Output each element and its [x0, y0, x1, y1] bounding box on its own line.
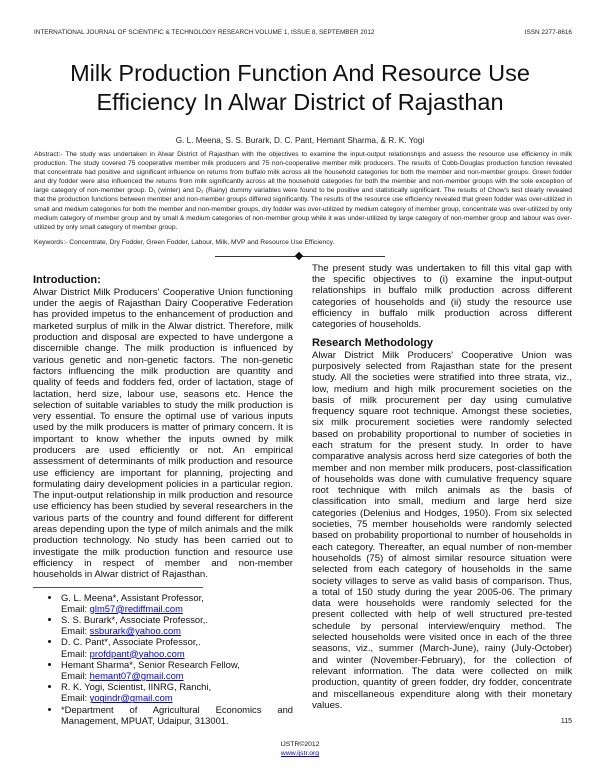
left-column	[33, 263, 293, 726]
title-line: Milk Production Function And Resource Use	[70, 60, 530, 86]
email-label: Email:	[61, 692, 88, 704]
email-label: Email:	[61, 625, 88, 637]
authors: G. L. Meena, S. S. Burark, D. C. Pant, Hemant Sharma, & R. K. Yogi	[175, 136, 425, 145]
paper-title	[0, 59, 600, 117]
affiliation-line: R. K. Yogi, Scientist, IINRG, Ranchi,	[61, 681, 212, 693]
email-link[interactable]: profdpant@yahoo.com	[89, 647, 185, 659]
author-affiliations	[33, 592, 293, 726]
affiliation-item	[61, 659, 293, 681]
affiliation-item	[61, 681, 293, 703]
intro-heading: Introduction:	[33, 273, 101, 286]
email-link[interactable]: glm57@rediffmail.com	[89, 602, 183, 614]
affiliation-line: S. S. Burark*, Associate Professor,.	[61, 613, 208, 625]
journal-name: INTERNATIONAL JOURNAL OF SCIENTIFIC & TECHNOLOGY RESEARCH VOLUME 1, ISSUE 8, SEPTEMBER 2012	[34, 29, 375, 36]
email-link[interactable]: hemant07@gmail.com	[89, 669, 184, 681]
issn: ISSN 2277-8616	[524, 29, 572, 36]
email-label: Email:	[61, 669, 88, 681]
affiliation-item	[61, 636, 293, 658]
affiliation-item	[61, 614, 293, 636]
email-label: Email:	[61, 647, 88, 659]
title-line: Efficiency In Alwar District of Rajasthan	[96, 89, 504, 115]
running-header	[34, 29, 572, 37]
methodology-heading: Research Methodology	[312, 336, 434, 349]
page-number: 115	[560, 718, 572, 726]
methodology-text: Alwar District Milk Producers' Cooperative Union was purposively selected from Rajasthan state for the present study. All the societies were stratified into three strata, viz., low, medium and high milk procurement societies on the basis of milk procurement per day using cumulative frequency square root technique. Amongst these societies, six milk procurement societies were randomly selected based on probability proportional to number of societies in each stratum for the present study. In order to have comparative analysis across herd size categories of both the member and non member milk producers, post-classification of households was done with cumulative frequency square root technique with milch animals as the basis of classification into small, medium and large herd size categories (Delenius and Hodges, 1950). From six selected societies, 75 member households were randomly selected based on probability proportional to number of households in each category. Thereafter, an equal number of non-member households (75) of almost similar resource situation were selected from each category of households in the same society villages to serve as valid basis of comparison. Thus, a total of 150 study during the year 2005-06. The primary data were households were randomly selected for the present collected with help of well structured pre-tested schedule by personal interview/enquiry method. The selected households were visited once in each of the three seasons, viz., summer (March-June), rainy (July-October) and winter (November-February), for the collection of relevant information. The data were collected on milk production, quantity of green fodder, dry fodder, concentrate and miscellaneous expenditure along with their monetary values.	[312, 349, 572, 711]
divider-diamond-icon	[295, 252, 303, 260]
page-footer	[0, 740, 600, 758]
affiliation-line: G. L. Meena*, Assistant Professor,	[61, 591, 204, 603]
email-label: Email:	[61, 602, 88, 614]
affiliation-item	[61, 592, 293, 614]
email-link[interactable]: yogindr@gmail.com	[89, 692, 173, 704]
keywords: Keywords:- Concentrate, Dry Fodder, Green Fodder, Labour, Milk, MVP and Resource Use Efficiency.	[34, 238, 335, 246]
section-divider	[215, 256, 385, 257]
body-columns	[33, 263, 572, 726]
intro-text: Alwar District Milk Producers' Cooperative Union functioning under the aegis of Rajasthan Dairy Cooperative Federation has provided impetus to the enhancement of production and marketed surplus of milk in the Alwar district. Therefore, milk production and disposal are expected to have undergone a discernible change. The milk production is influenced by various genetic and non-genetic factors. The non-genetic factors influencing the milk production are quantity and quality of feeds and fodders fed, order of lactation, stage of lactation, herd size, labour use, seasons etc. Hence the selection of suitable variables to study the milk production is very essential. To ensure the optimal use of various inputs used by the milk producers is matter of primary concern. It is important to know whether the inputs owned by milk producers are used efficiently or not. An empirical assessment of determinants of milk production and resource use efficiency are important for planning, projecting and formulating dairy development policies in a particular region. The input-output relationship in milk production and resource use efficiency has been studied by several researchers in the various parts of the country and found different for different areas depending upon the type of milch animals and the milk production technology. No study has been carried out to investigate the milk production function and resource use efficiency in respect of member and non-member households in Alwar district of Rajasthan.	[33, 286, 293, 581]
affiliation-line: D. C. Pant*, Associate Professor,.	[61, 636, 201, 648]
department-item: • *Department of Agricultural Economics and Management, MPUAT, Udaipur, 313001.	[61, 704, 293, 726]
right-column	[312, 263, 572, 726]
copyright: IJSTR©2012	[280, 741, 320, 749]
objectives-text: The present study was undertaken to fill this vital gap with the specific objectives to (i) examine the input-output relationships in buffalo milk production across different categories of households and (ii) study the resource use efficiency in buffalo milk production across different categories of households.	[312, 262, 572, 331]
abstract: Abstract:- The study was undertaken in Alwar District of Rajasthan with the objectives to examine the input-output relationships and assess the resource use efficiency in milk production. The study covered 75 cooperative member milk producers and 75 non-cooperative member milk producers. The results of Cobb-Douglas production function revealed that concentrate had positive and significant influence on returns from buffalo milk across all the household categories for both the member and non-member groups. Green fodder and dry fodder were also influenced the returns from milk significantly across all the household categories for both the member and non-member groups with the sole exception of large category of non-member group. D₁ (winter) and D₂ (Rainy) dummy variables were found to be positive and statistically significant. The results of Chow's test clearly revealed that the production functions between member and non-member groups differed significantly. The results of the resource use efficiency revealed that green fodder was over-utilized in small and medium categories for both the member and non-member groups, dry fodder was over-utilized by medium category of member group, concentrate was over-utilized by only medium category of member group and by small & medium categories of non-member group while it was under-utilized by large category of non-member group and labour was over-utilized by only small category of member group.	[34, 151, 572, 231]
email-link[interactable]: ssburark@yahoo.com	[89, 625, 181, 637]
footnote-rule	[33, 587, 203, 588]
affiliation-line: Hemant Sharma*, Senior Research Fellow,	[61, 658, 240, 670]
website-link[interactable]: www.ijstr.org	[280, 750, 320, 758]
